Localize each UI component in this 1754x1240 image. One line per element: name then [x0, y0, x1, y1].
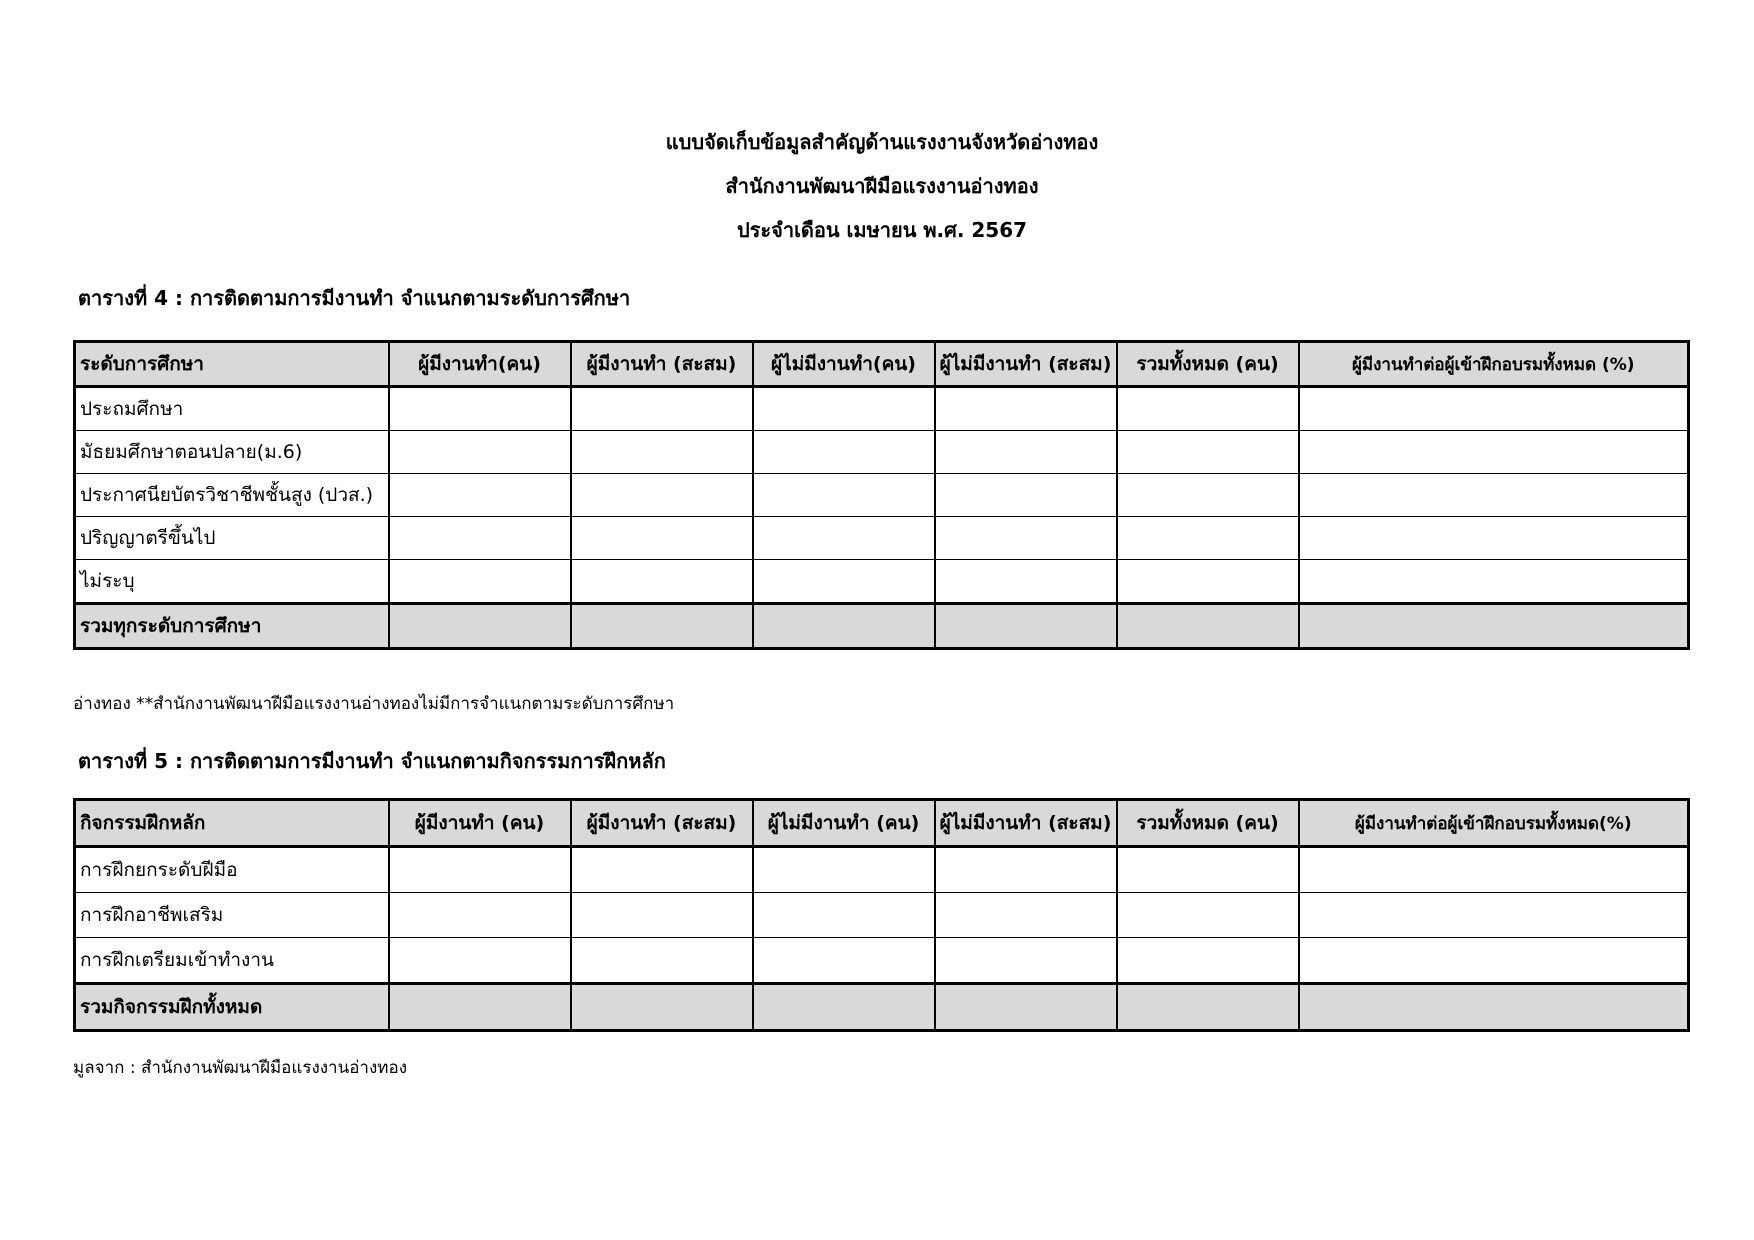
table-cell[interactable] [935, 847, 1117, 893]
total-label: รวมกิจกรรมฝึกทั้งหมด [75, 984, 389, 1031]
table-cell[interactable] [389, 893, 571, 938]
table5-col-activity: กิจกรรมฝึกหลัก [75, 800, 389, 847]
source-note: มูลจาก : สำนักงานพัฒนาฝีมือแรงงานอ่างทอง [73, 1058, 407, 1078]
table-cell[interactable] [753, 431, 935, 474]
table4-heading: ตารางที่ 4 : การติดตามการมีงานทำ จำแนกตามระดับการศึกษา [78, 286, 631, 310]
table4-col-employed-cumulative: ผู้มีงานทำ (สะสม) [571, 342, 753, 387]
table-cell[interactable] [1299, 604, 1689, 649]
table-cell[interactable] [753, 938, 935, 984]
row-label: มัธยมศึกษาตอนปลาย(ม.6) [75, 431, 389, 474]
table-cell[interactable] [935, 938, 1117, 984]
table5-col-employed: ผู้มีงานทำ (คน) [389, 800, 571, 847]
table-cell[interactable] [571, 604, 753, 649]
row-label: ประถมศึกษา [75, 387, 389, 431]
table-cell[interactable] [1299, 474, 1689, 517]
table-cell[interactable] [753, 517, 935, 560]
table-cell[interactable] [1299, 560, 1689, 604]
table4-col-unemployed: ผู้ไม่มีงานทำ(คน) [753, 342, 935, 387]
table-cell[interactable] [935, 604, 1117, 649]
table-cell[interactable] [571, 474, 753, 517]
table-row [75, 847, 1689, 893]
table4-note: อ่างทอง **สำนักงานพัฒนาฝีมือแรงงานอ่างทองไม่มีการจำแนกตามระดับการศึกษา [73, 694, 675, 714]
row-label: การฝึกเตรียมเข้าทำงาน [75, 938, 389, 984]
table-cell[interactable] [753, 847, 935, 893]
table-cell[interactable] [1299, 847, 1689, 893]
table-cell[interactable] [571, 431, 753, 474]
table-cell[interactable] [1117, 847, 1299, 893]
table-row [75, 387, 1689, 431]
table5-col-unemployed: ผู้ไม่มีงานทำ (คน) [753, 800, 935, 847]
table-cell[interactable] [1117, 893, 1299, 938]
table-cell[interactable] [571, 847, 753, 893]
table-cell[interactable] [1117, 387, 1299, 431]
table-cell[interactable] [571, 938, 753, 984]
table4-col-total: รวมทั้งหมด (คน) [1117, 342, 1299, 387]
table-cell[interactable] [935, 474, 1117, 517]
table5-header-row [75, 800, 1689, 847]
table5-col-employment-rate: ผู้มีงานทำต่อผู้เข้าฝึกอบรมทั้งหมด(%) [1299, 800, 1689, 847]
table-cell[interactable] [753, 893, 935, 938]
table4-col-education-level: ระดับการศึกษา [75, 342, 389, 387]
table4-total-row [75, 604, 1689, 649]
table-cell[interactable] [753, 387, 935, 431]
table-cell[interactable] [1299, 387, 1689, 431]
table-cell[interactable] [571, 387, 753, 431]
table-cell[interactable] [1117, 517, 1299, 560]
table-cell[interactable] [389, 560, 571, 604]
row-label: การฝึกอาชีพเสริม [75, 893, 389, 938]
table-cell[interactable] [935, 431, 1117, 474]
table-cell[interactable] [935, 893, 1117, 938]
table-cell[interactable] [389, 474, 571, 517]
table-row [75, 893, 1689, 938]
total-label: รวมทุกระดับการศึกษา [75, 604, 389, 649]
table-cell[interactable] [389, 387, 571, 431]
table-cell[interactable] [1299, 431, 1689, 474]
table-cell[interactable] [571, 517, 753, 560]
table-cell[interactable] [389, 517, 571, 560]
table-row [75, 560, 1689, 604]
table-row [75, 517, 1689, 560]
table-cell[interactable] [753, 604, 935, 649]
table4-col-employed: ผู้มีงานทำ(คน) [389, 342, 571, 387]
table-cell[interactable] [389, 431, 571, 474]
table-cell[interactable] [1117, 938, 1299, 984]
report-header [0, 120, 1754, 252]
table5-col-total: รวมทั้งหมด (คน) [1117, 800, 1299, 847]
table-cell[interactable] [753, 560, 935, 604]
row-label: ประกาศนียบัตรวิชาชีพชั้นสูง (ปวส.) [75, 474, 389, 517]
table-cell[interactable] [935, 560, 1117, 604]
table-cell[interactable] [935, 517, 1117, 560]
table-cell[interactable] [935, 984, 1117, 1031]
table4-education-level [73, 340, 1690, 650]
table-row [75, 938, 1689, 984]
table-cell[interactable] [389, 847, 571, 893]
table5-total-row [75, 984, 1689, 1031]
table4-col-employment-rate: ผู้มีงานทำต่อผู้เข้าฝึกอบรมทั้งหมด (%) [1299, 342, 1689, 387]
table-cell[interactable] [1299, 517, 1689, 560]
table-cell[interactable] [389, 984, 571, 1031]
table-cell[interactable] [571, 984, 753, 1031]
table-cell[interactable] [1299, 984, 1689, 1031]
table5-heading: ตารางที่ 5 : การติดตามการมีงานทำ จำแนกตามกิจกรรมการฝึกหลัก [78, 749, 666, 773]
table-cell[interactable] [571, 560, 753, 604]
table4-col-unemployed-cumulative: ผู้ไม่มีงานทำ (สะสม) [935, 342, 1117, 387]
table-row [75, 431, 1689, 474]
table-cell[interactable] [389, 604, 571, 649]
table5-col-employed-cumulative: ผู้มีงานทำ (สะสม) [571, 800, 753, 847]
table-cell[interactable] [1117, 984, 1299, 1031]
agency-name: สำนักงานพัฒนาฝีมือแรงงานอ่างทอง [725, 174, 1039, 198]
row-label: การฝึกยกระดับฝีมือ [75, 847, 389, 893]
report-period: ประจำเดือน เมษายน พ.ศ. 2567 [736, 218, 1028, 242]
table-row [75, 474, 1689, 517]
table-cell[interactable] [753, 474, 935, 517]
table-cell[interactable] [753, 984, 935, 1031]
table-cell[interactable] [1117, 431, 1299, 474]
table4-header-row [75, 342, 1689, 387]
table-cell[interactable] [389, 938, 571, 984]
table-cell[interactable] [571, 893, 753, 938]
table-cell[interactable] [935, 387, 1117, 431]
table-cell[interactable] [1117, 474, 1299, 517]
table5-training-activity [73, 798, 1690, 1032]
row-label: ปริญญาตรีขึ้นไป [75, 517, 389, 560]
table5-col-unemployed-cumulative: ผู้ไม่มีงานทำ (สะสม) [935, 800, 1117, 847]
report-title: แบบจัดเก็บข้อมูลสำคัญด้านแรงงานจังหวัดอ่างทอง [665, 130, 1099, 154]
table-cell[interactable] [1117, 604, 1299, 649]
table-cell[interactable] [1117, 560, 1299, 604]
row-label: ไม่ระบุ [75, 560, 389, 604]
table-cell[interactable] [1299, 938, 1689, 984]
table-cell[interactable] [1299, 893, 1689, 938]
